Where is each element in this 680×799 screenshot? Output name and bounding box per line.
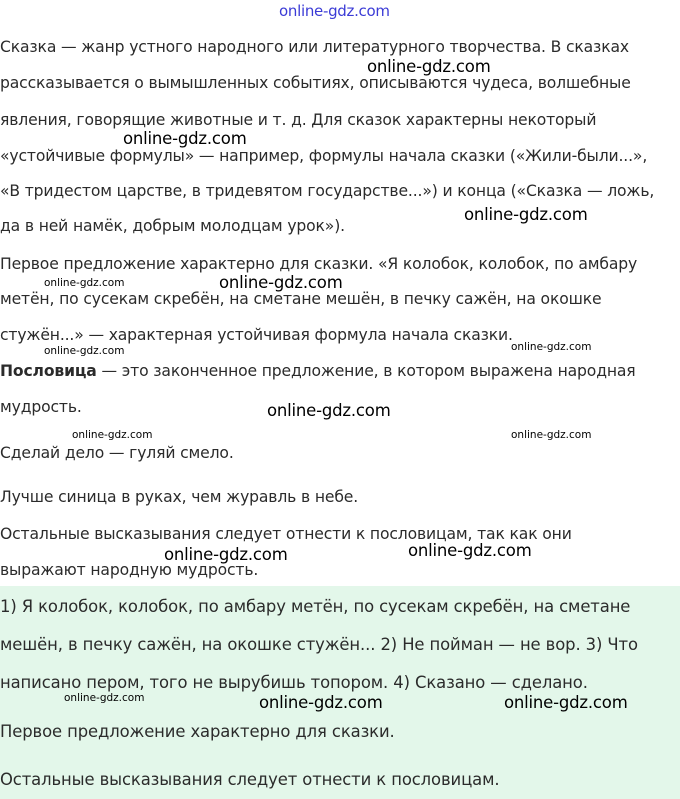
theory-line-4: «устойчивые формулы» — например, формулы начала сказки («Жили-были...», — [0, 147, 648, 165]
answer-line-3: написано пером, того не вырубишь топором. 4) Сказано — сделано. — [0, 673, 588, 692]
theory-line-5: «В тридестом царстве, в тридевятом государстве...») и конца («Сказка — ложь, — [0, 182, 655, 200]
theory-line-8: метён, по сусекам скребён, на сметане мешён, в печку сажён, на окошке — [0, 290, 602, 308]
conclusion-line-2: выражают народную мудрость. — [0, 561, 259, 579]
watermark: online-gdz.com — [367, 57, 491, 76]
answer-line-4: Первое предложение характерно для сказки. — [0, 722, 395, 741]
answer-line-5: Остальные высказывания следует отнести к пословицам. — [0, 770, 500, 789]
proverb-term: Пословица — [0, 362, 97, 380]
proverb-example-1: Сделай дело — гуляй смело. — [0, 444, 234, 462]
theory-line-6: да в ней намёк, добрым молодцам урок»). — [0, 217, 345, 235]
answer-line-2: мешён, в печку сажён, на окошке стужён... 2) Не пойман — не вор. 3) Что — [0, 635, 638, 654]
watermark-top: online-gdz.com — [279, 2, 390, 20]
watermark: online-gdz.com — [219, 273, 343, 292]
theory-line-9: стужён...» — характерная устойчивая формула начала сказки. — [0, 326, 513, 344]
watermark: online-gdz.com — [464, 205, 588, 224]
theory-line-7: Первое предложение характерно для сказки. «Я колобок, колобок, по амбару — [0, 255, 638, 273]
watermark: online-gdz.com — [259, 693, 383, 712]
watermark-small: online-gdz.com — [64, 692, 145, 704]
proverb-definition-rest: — это законченное предложение, в котором выражена народная — [96, 362, 636, 380]
watermark: online-gdz.com — [408, 541, 532, 560]
watermark: online-gdz.com — [267, 401, 391, 420]
theory-line-2: рассказывается о вымышленных событиях, описываются чудеса, волшебные — [0, 74, 631, 92]
watermark: online-gdz.com — [164, 545, 288, 564]
proverb-definition-line-2: мудрость. — [0, 398, 82, 416]
theory-line-3: явления, говорящие животные и т. д. Для сказок характерны некоторый — [0, 111, 597, 129]
watermark-small: online-gdz.com — [72, 429, 153, 441]
watermark-small: online-gdz.com — [511, 341, 592, 353]
conclusion-line-1: Остальные высказывания следует отнести к пословицам, так как они — [0, 525, 572, 543]
answer-line-1: 1) Я колобок, колобок, по амбару метён, по сусекам скребён, на сметане — [0, 597, 631, 616]
proverb-definition — [0, 361, 636, 381]
theory-line-1: Сказка — жанр устного народного или литературного творчества. В сказках — [0, 38, 629, 56]
watermark-small: online-gdz.com — [44, 277, 125, 289]
watermark: online-gdz.com — [123, 129, 247, 148]
watermark-small: online-gdz.com — [44, 345, 125, 357]
watermark: online-gdz.com — [504, 693, 628, 712]
proverb-example-2: Лучше синица в руках, чем журавль в небе. — [0, 488, 359, 506]
watermark-small: online-gdz.com — [511, 429, 592, 441]
